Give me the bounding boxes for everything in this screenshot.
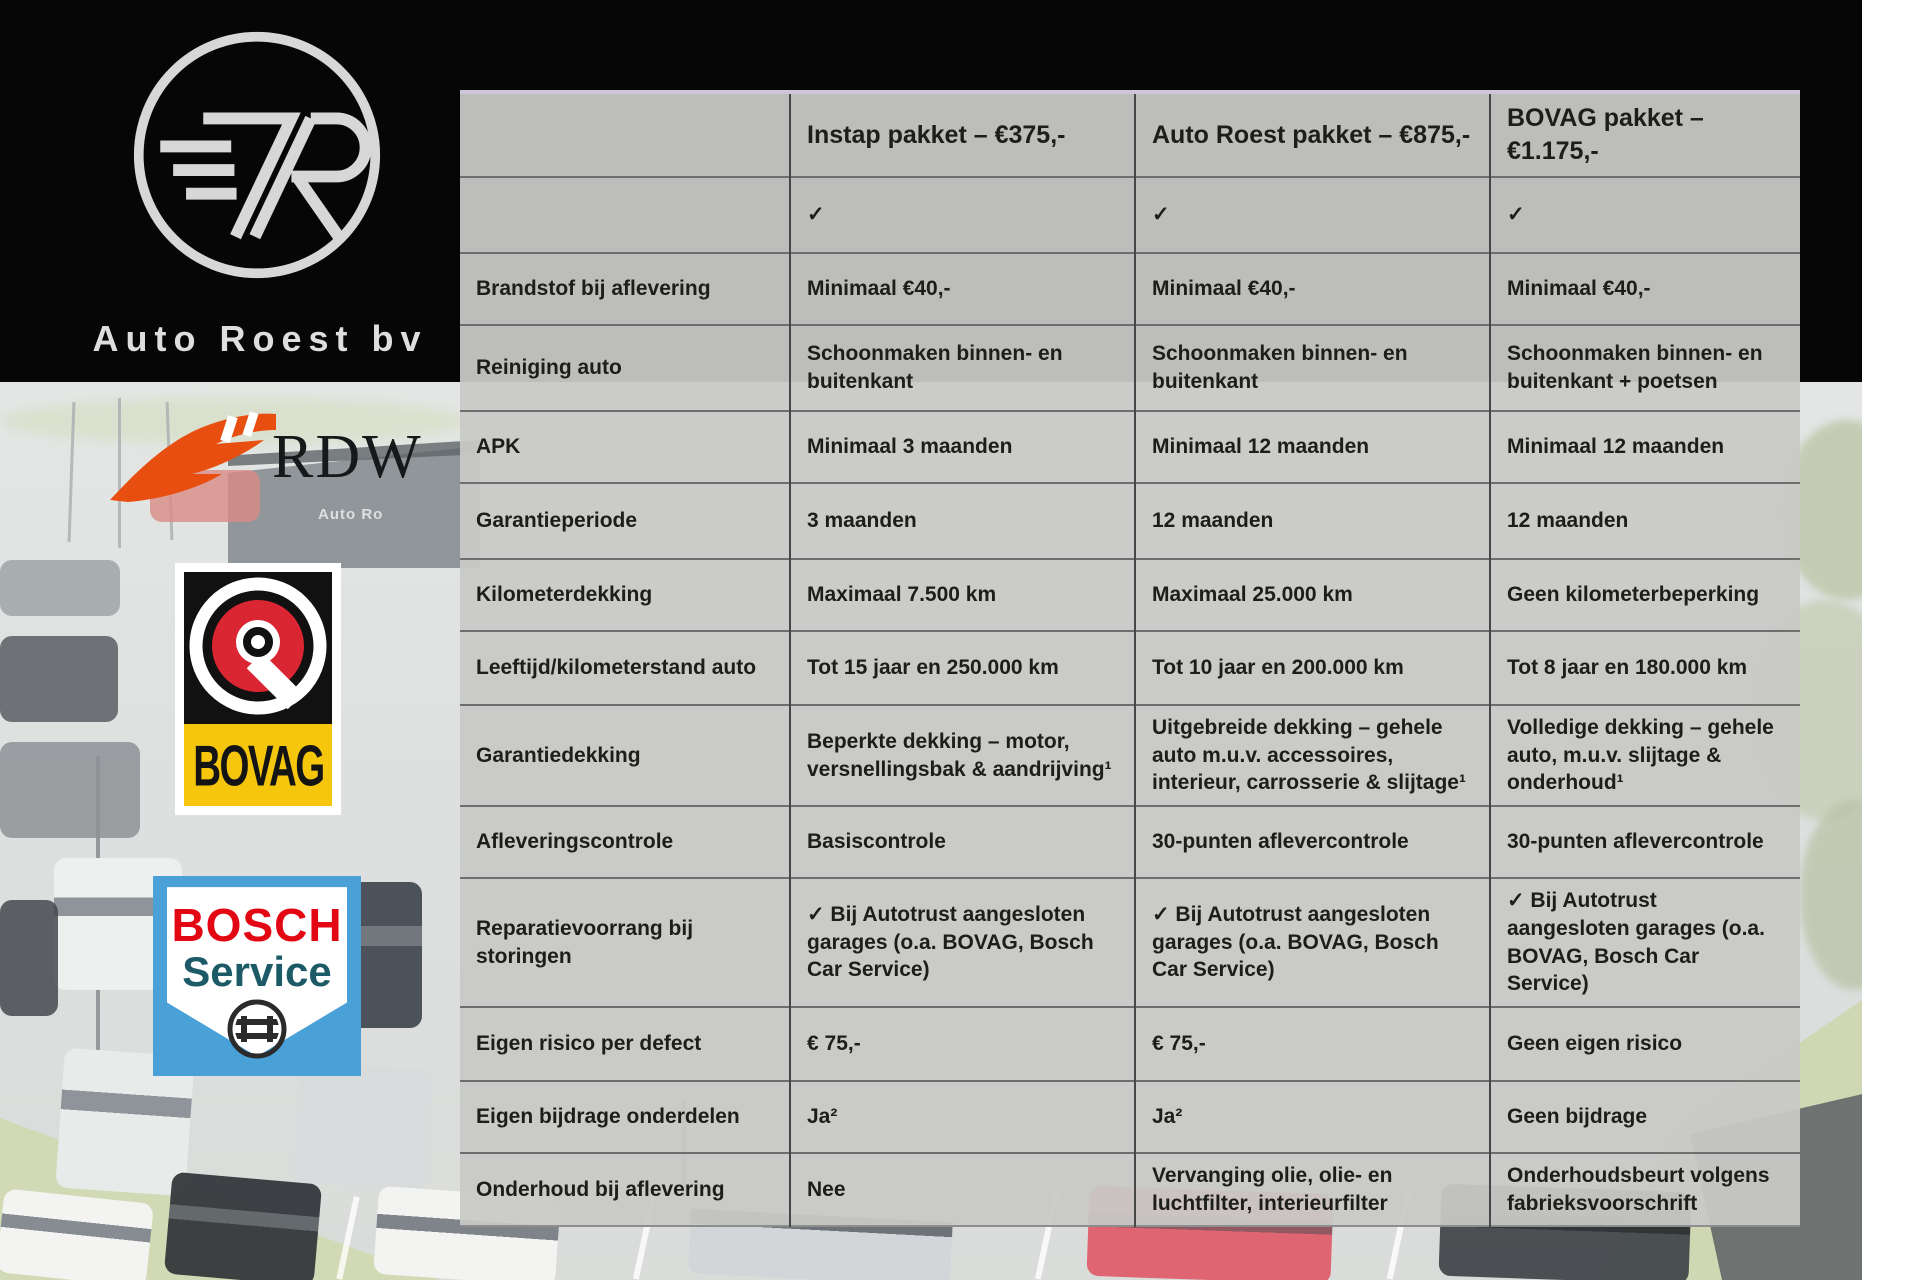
- cell: Minimaal €40,-: [790, 253, 1135, 325]
- cell: ✓: [1135, 177, 1490, 253]
- bovag-logo: [175, 563, 341, 815]
- bosch-wordmark: BOSCH: [171, 899, 343, 951]
- row-label: Leeftijd/kilometerstand auto: [460, 631, 790, 705]
- bosch-armature-icon: [222, 994, 292, 1064]
- car-shape: [0, 1188, 154, 1280]
- cell: Schoonmaken binnen- en buitenkant: [1135, 325, 1490, 411]
- table-row: [460, 806, 1800, 878]
- cell: Minimaal €40,-: [1135, 253, 1490, 325]
- cell: Schoonmaken binnen- en buitenkant: [790, 325, 1135, 411]
- cell: Tot 10 jaar en 200.000 km: [1135, 631, 1490, 705]
- package-comparison-table: [460, 90, 1800, 1227]
- row-label: Onderhoud bij aflevering: [460, 1153, 790, 1226]
- cell: Nee: [790, 1153, 1135, 1226]
- column-header-bovag-pakket: BOVAG pakket – €1.175,-: [1490, 92, 1800, 177]
- cell: € 75,-: [790, 1007, 1135, 1081]
- row-label: Garantiedekking: [460, 705, 790, 806]
- car-shape: [0, 900, 58, 1016]
- car-shape: [293, 1063, 433, 1190]
- row-label: Reiniging auto: [460, 325, 790, 411]
- table-row: [460, 177, 1800, 253]
- table-row: [460, 559, 1800, 631]
- cell: Vervanging olie, olie- en luchtfilter, interieurfilter: [1135, 1153, 1490, 1226]
- cell: ✓: [1490, 177, 1800, 253]
- row-label: Eigen risico per defect: [460, 1007, 790, 1081]
- car-shape: [0, 742, 140, 838]
- cell: Tot 15 jaar en 250.000 km: [790, 631, 1135, 705]
- car-shape: [0, 636, 118, 722]
- table-row: [460, 1153, 1800, 1226]
- rdw-logo: [104, 408, 424, 518]
- rdw-swoosh-icon: [104, 408, 279, 513]
- table-row: [460, 411, 1800, 483]
- cell: Uitgebreide dekking – gehele auto m.u.v. accessoires, interieur, carrosserie & slijtage¹: [1135, 705, 1490, 806]
- table-row: [460, 325, 1800, 411]
- tree: [1800, 800, 1862, 990]
- table-row: [460, 1007, 1800, 1081]
- cell: Minimaal 12 maanden: [1135, 411, 1490, 483]
- column-header-instap-pakket: Instap pakket – €375,-: [790, 92, 1135, 177]
- cell: Minimaal 3 maanden: [790, 411, 1135, 483]
- table-row: [460, 878, 1800, 1007]
- cell: 30-punten aflevercontrole: [1135, 806, 1490, 878]
- row-label: Eigen bijdrage onderdelen: [460, 1081, 790, 1153]
- cell: Beperkte dekking – motor, versnellingsbak & aandrijving¹: [790, 705, 1135, 806]
- column-header-feature: [460, 92, 790, 177]
- cell: Geen kilometerbeperking: [1490, 559, 1800, 631]
- row-label: APK: [460, 411, 790, 483]
- bovag-wordmark: BOVAG: [192, 732, 324, 798]
- cell: Schoonmaken binnen- en buitenkant + poetsen: [1490, 325, 1800, 411]
- cell: Volledige dekking – gehele auto, m.u.v. slijtage & onderhoud¹: [1490, 705, 1800, 806]
- cell: Maximaal 25.000 km: [1135, 559, 1490, 631]
- cell: Geen bijdrage: [1490, 1081, 1800, 1153]
- row-label: Brandstof bij aflevering: [460, 253, 790, 325]
- row-label: Afleveringscontrole: [460, 806, 790, 878]
- cell: € 75,-: [1135, 1007, 1490, 1081]
- cell: Minimaal 12 maanden: [1490, 411, 1800, 483]
- row-label: Garantieperiode: [460, 483, 790, 559]
- cell: Maximaal 7.500 km: [790, 559, 1135, 631]
- cell: 12 maanden: [1490, 483, 1800, 559]
- cell: Basiscontrole: [790, 806, 1135, 878]
- cell: Onderhoudsbeurt volgens fabrieksvoorschrift: [1490, 1153, 1800, 1226]
- cell: Ja²: [790, 1081, 1135, 1153]
- cell: 3 maanden: [790, 483, 1135, 559]
- table-row: [460, 483, 1800, 559]
- table-row: [460, 1081, 1800, 1153]
- cell: Tot 8 jaar en 180.000 km: [1490, 631, 1800, 705]
- cell: ✓: [790, 177, 1135, 253]
- cell: ✓ Bij Autotrust aangesloten garages (o.a. BOVAG, Bosch Car Service): [1135, 878, 1490, 1007]
- cell: Ja²: [1135, 1081, 1490, 1153]
- building-sign: Auto Ro: [318, 506, 384, 523]
- bosch-service-wordmark: Service: [182, 948, 332, 995]
- row-label: Reparatievoorrang bij storingen: [460, 878, 790, 1007]
- table-row: [460, 705, 1800, 806]
- rdw-wordmark: RDW: [272, 423, 423, 491]
- table-row: [460, 253, 1800, 325]
- bovag-wordmark-bar: [184, 724, 332, 806]
- bovag-key-icon: [184, 572, 332, 724]
- table-row: [460, 631, 1800, 705]
- company-name: Auto Roest bv: [92, 318, 428, 359]
- cell: ✓ Bij Autotrust aangesloten garages (o.a. BOVAG, Bosch Car Service): [790, 878, 1135, 1007]
- cell: 12 maanden: [1135, 483, 1490, 559]
- bosch-service-logo: [153, 876, 361, 1076]
- column-header-auto-roest-pakket: Auto Roest pakket – €875,-: [1135, 92, 1490, 177]
- cell: ✓ Bij Autotrust aangesloten garages (o.a. BOVAG, Bosch Car Service): [1490, 878, 1800, 1007]
- table-header-row: [460, 92, 1800, 177]
- cell: Minimaal €40,-: [1490, 253, 1800, 325]
- row-label: Kilometerdekking: [460, 559, 790, 631]
- bovag-emblem: [184, 572, 332, 724]
- row-label: [460, 177, 790, 253]
- car-shape: [164, 1172, 322, 1280]
- cell: 30-punten aflevercontrole: [1490, 806, 1800, 878]
- auto-roest-logo: [128, 26, 386, 284]
- cell: Geen eigen risico: [1490, 1007, 1800, 1081]
- car-shape: [0, 560, 120, 616]
